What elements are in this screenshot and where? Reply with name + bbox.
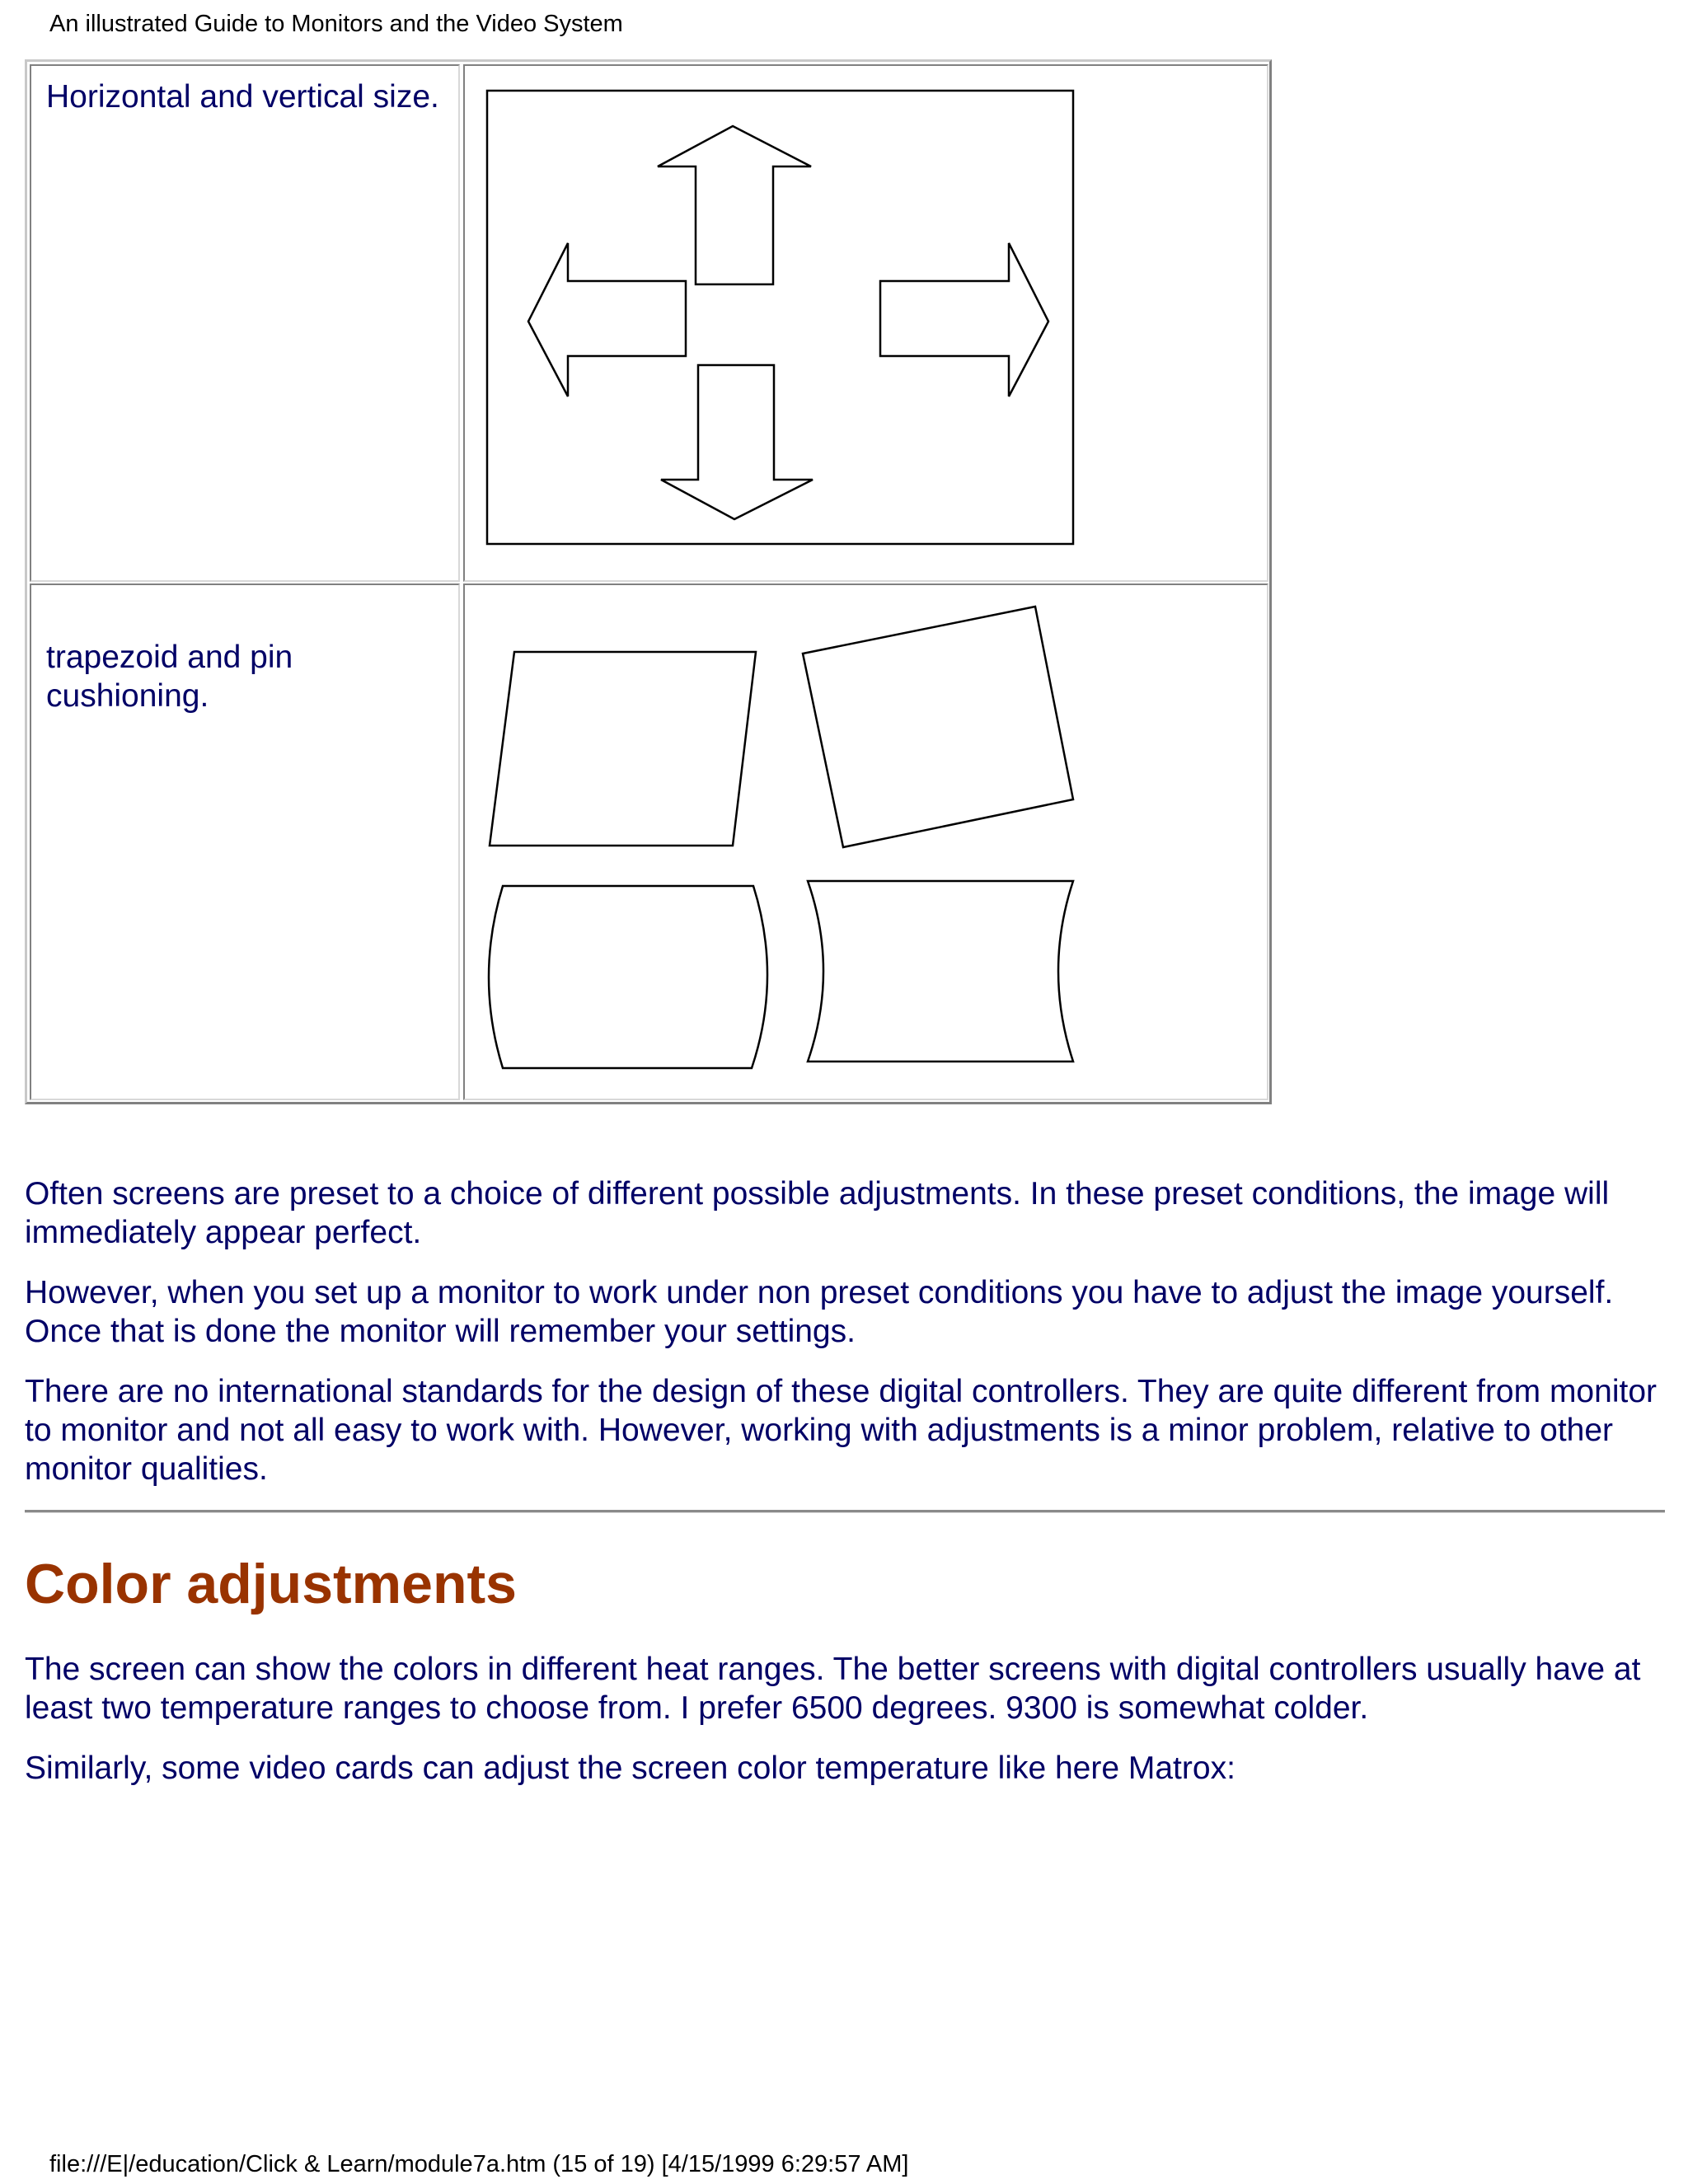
size-adjustment-figure [463, 64, 1268, 582]
main-content [25, 1174, 1665, 1809]
paragraph-heat-ranges: The screen can show the colors in different heat ranges. The better screens with digital controllers usually have at least two temperature ranges to choose from. I prefer 6500 degrees. 9300 is somewhat colder. [25, 1652, 1641, 1726]
geometry-label: trapezoid and pin cushioning. [46, 640, 293, 714]
barrel-distortion-shape [489, 886, 767, 1068]
arrow-up-icon [658, 126, 811, 284]
paragraph-video-cards: Similarly, some video cards can adjust the screen color temperature like here Matrox: [25, 1750, 1236, 1786]
geometry-distortion-figure [463, 583, 1268, 1100]
arrow-left-icon [528, 243, 686, 396]
table-cell-size-figure [463, 64, 1268, 582]
paragraph-no-standards: There are no international standards for the design of these digital controllers. They are quite different from monitor to monitor and not all easy to work with. However, working with adjustments is a minor problem, relative to other monitor qualities. [25, 1374, 1657, 1487]
arrow-right-icon [880, 243, 1048, 396]
rotated-square-shape [803, 607, 1073, 847]
parallelogram-shape [490, 652, 756, 846]
print-footer: file:///E|/education/Click & Learn/module7a.htm (15 of 19) [4/15/1999 6:29:57 AM] [49, 2151, 909, 2177]
table-cell-geometry-label [30, 583, 460, 1100]
paragraph-preset-conditions: Often screens are preset to a choice of different possible adjustments. In these preset conditions, the image will immediately appear perfect. [25, 1176, 1610, 1250]
adjustment-demo-table [25, 59, 1272, 1104]
paragraph-non-preset: However, when you set up a monitor to work under non preset conditions you have to adjust the image yourself. Once that is done the monitor will remember your settings. [25, 1275, 1614, 1349]
table-cell-size-label [30, 64, 460, 582]
size-label: Horizontal and vertical size. [46, 79, 439, 115]
horizontal-divider [25, 1510, 1665, 1513]
screen-frame [487, 91, 1073, 544]
table-cell-geometry-figure [463, 583, 1268, 1100]
print-header: An illustrated Guide to Monitors and the Video System [49, 11, 623, 37]
section-title: Color adjustments [25, 1553, 517, 1615]
pincushion-distortion-shape [808, 881, 1073, 1062]
arrow-down-icon [661, 365, 813, 519]
